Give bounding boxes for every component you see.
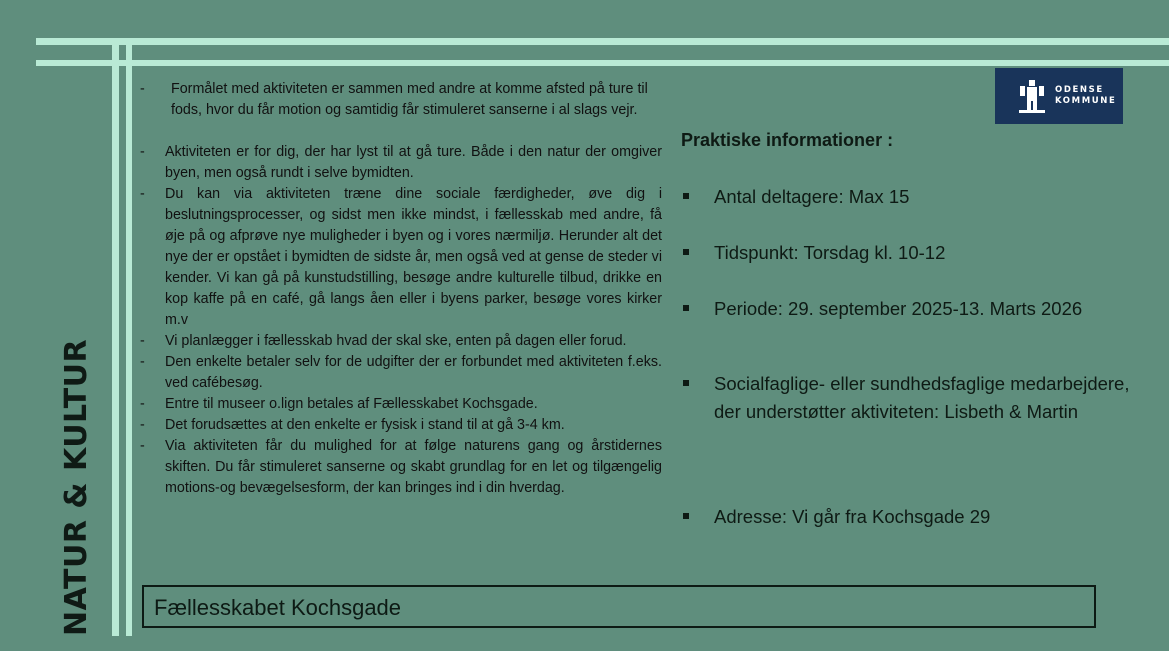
- logo-text-line2: KOMMUNE: [1055, 96, 1117, 106]
- list-item: - Det forudsættes at den enkelte er fysisk i stand til at gå 3-4 km.: [138, 415, 662, 436]
- square-bullet-icon: [683, 193, 689, 199]
- decor-line-vertical: [112, 38, 119, 636]
- side-title: NATUR & KULTUR: [59, 338, 94, 636]
- decor-line-top: [36, 38, 1169, 45]
- info-item: Antal deltagere: Max 15: [681, 183, 1154, 211]
- square-bullet-icon: [683, 380, 689, 386]
- list-item: - Vi planlægger i fællesskab hvad der skal ske, enten på dagen eller forud.: [138, 331, 662, 352]
- info-item: Tidspunkt: Torsdag kl. 10-12: [681, 239, 1154, 267]
- list-item: - Entre til museer o.lign betales af Fællesskabet Kochsgade.: [138, 394, 662, 415]
- square-bullet-icon: [683, 513, 689, 519]
- info-item: Periode: 29. september 2025-13. Marts 2026: [681, 295, 1154, 323]
- square-bullet-icon: [683, 249, 689, 255]
- list-item: - Du kan via aktiviteten træne dine sociale færdigheder, øve dig i beslutningsprocesser, og sidst men ikke mindst, i fællesskab med andre, få øje på og afprøve nye muligheder i byen og i vores nærmiljø. Herunder alt det nye der er opstået i bymidten de sidste år, men også ved at gense de steder vi kender. Vi kan gå på kunstudstilling, besøge andre kulturelle tilbud, drikke en kop kaffe på en café, gå langs åen eller i byens parker, besøge vores kirker m.v: [138, 184, 662, 331]
- odense-kommune-logo: [995, 68, 1123, 124]
- description-list: [138, 79, 662, 499]
- list-item: - Den enkelte betaler selv for de udgifter der er forbundet med aktiviteten f.eks. ved cafébesøg.: [138, 352, 662, 394]
- footer-label: Fællesskabet Kochsgade: [142, 585, 1096, 628]
- list-item: - Aktiviteten er for dig, der har lyst til at gå ture. Både i den natur der omgiver byen, men også rundt i selve bymidten.: [138, 142, 662, 184]
- info-title: Praktiske informationer :: [681, 130, 894, 150]
- list-item: - Via aktiviteten får du mulighed for at følge naturens gang og årstidernes skiften. Du får stimuleret sanserne og skabt grundlag for en let og tilgængelig motions-og bevægelsesform, der kan bringes ind i din hverdag.: [138, 436, 662, 499]
- list-item: - Formålet med aktiviteten er sammen med andre at komme afsted på ture til fods, hvor du får motion og samtidig får stimuleret sanserne i al slags vejr.: [138, 79, 662, 121]
- info-item: Adresse: Vi går fra Kochsgade 29: [681, 503, 1154, 531]
- info-item: Socialfaglige- eller sundhedsfaglige medarbejdere, der understøtter aktiviteten: Lisbeth & Martin: [681, 370, 1154, 426]
- square-bullet-icon: [683, 305, 689, 311]
- decor-line-vertical-second: [126, 38, 132, 636]
- city-crest-icon: [1017, 78, 1047, 114]
- logo-text-line1: ODENSE: [1055, 85, 1104, 95]
- decor-line-top-second: [36, 60, 1169, 66]
